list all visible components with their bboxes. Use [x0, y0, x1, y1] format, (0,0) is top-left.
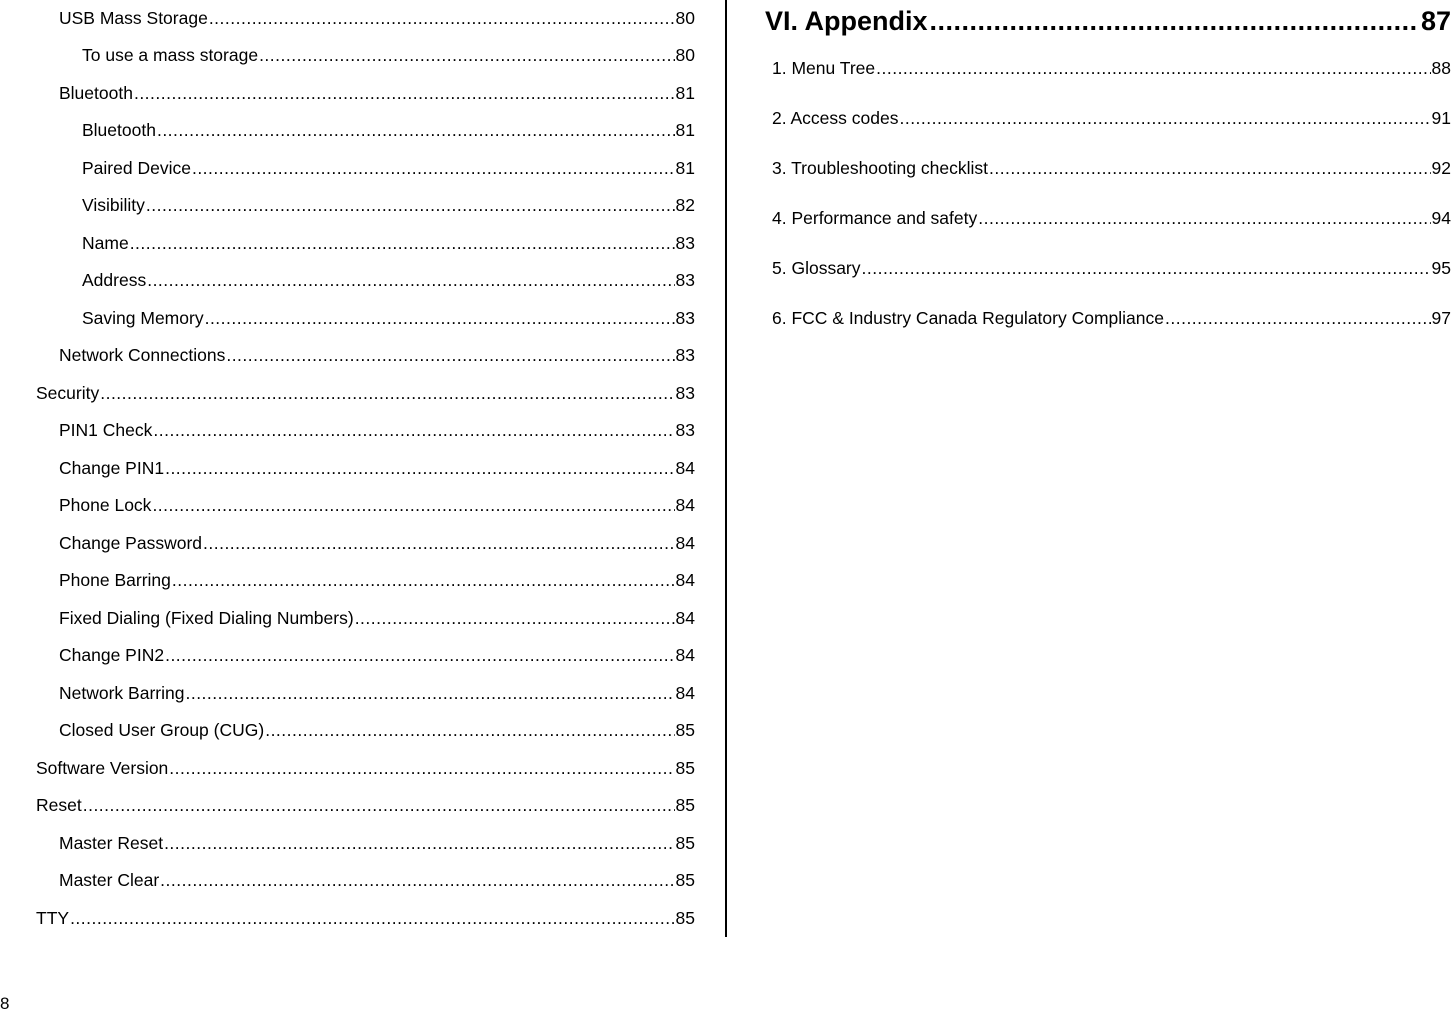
toc-entry-page: 85: [675, 870, 695, 890]
toc-leader-dots: [165, 643, 674, 667]
toc-entry-page: 84: [675, 645, 695, 665]
toc-entry-troubleshooting: [765, 156, 1451, 180]
appendix-heading: [765, 3, 1451, 39]
toc-entry-page: 84: [675, 608, 695, 628]
toc-entry-page: 85: [675, 720, 695, 740]
toc-entry-label: PIN1 Check: [59, 420, 153, 440]
toc-entry-label: Network Barring: [59, 683, 185, 703]
toc-leader-dots: [160, 868, 674, 892]
toc-entry-page: 91: [1431, 108, 1451, 128]
toc-entry-page: 83: [675, 270, 695, 290]
toc-entry-change-password: [0, 531, 695, 555]
toc-entry-page: 85: [675, 833, 695, 853]
toc-entry-page: 88: [1431, 58, 1451, 78]
toc-entry-label: Phone Barring: [59, 570, 171, 590]
toc-leader-dots: [203, 531, 675, 555]
toc-entry-page: 83: [675, 233, 695, 253]
toc-entry-name: [0, 231, 695, 255]
toc-entry-label: Change PIN1: [59, 458, 165, 478]
toc-leader-dots: [152, 493, 674, 517]
toc-entry-label: TTY: [36, 908, 70, 928]
toc-entry-bluetooth-sub: [0, 118, 695, 142]
toc-entry-page: 80: [675, 45, 695, 65]
toc-entry-label: Phone Lock: [59, 495, 152, 515]
toc-entry-software-version: [0, 756, 695, 780]
toc-entry-to-use-mass-storage: [0, 43, 695, 67]
toc-entry-label: Master Clear: [59, 870, 160, 890]
toc-entry-page: 83: [675, 420, 695, 440]
toc-leader-dots: [164, 831, 674, 855]
toc-entry-label: To use a mass storage: [82, 45, 259, 65]
toc-entry-label: Change PIN2: [59, 645, 165, 665]
toc-leader-dots: [70, 906, 674, 930]
toc-entry-usb-mass-storage: [0, 6, 695, 30]
toc-leader-dots: [192, 156, 675, 180]
toc-entry-master-reset: [0, 831, 695, 855]
heading-leader-dots: [930, 3, 1419, 39]
toc-entry-label: Master Reset: [59, 833, 164, 853]
toc-entry-label: Address: [82, 270, 147, 290]
toc-entry-network-barring: [0, 681, 695, 705]
toc-entry-fixed-dialing: [0, 606, 695, 630]
toc-entry-paired-device: [0, 156, 695, 180]
toc-entry-security: [0, 381, 695, 405]
toc-leader-dots: [83, 793, 675, 817]
toc-leader-dots: [130, 231, 675, 255]
heading-label: VI. Appendix: [765, 6, 928, 36]
toc-entry-label: Bluetooth: [59, 83, 133, 103]
toc-entry-tty: [0, 906, 695, 930]
toc-leader-dots: [978, 206, 1430, 230]
toc-entry-page: 80: [675, 8, 695, 28]
toc-entry-label: Software Version: [36, 758, 169, 778]
toc-leader-dots: [209, 6, 675, 30]
toc-entry-page: 85: [675, 908, 695, 928]
toc-entry-closed-user-group: [0, 718, 695, 742]
toc-entry-page: 85: [675, 758, 695, 778]
toc-entry-reset: [0, 793, 695, 817]
toc-entry-label: Name: [82, 233, 129, 253]
toc-entry-page: 82: [675, 195, 695, 215]
heading-page: 87: [1420, 6, 1451, 36]
footer-page-number: 8: [0, 994, 10, 1013]
toc-entry-page: 84: [675, 495, 695, 515]
toc-leader-dots: [153, 418, 674, 442]
toc-entry-address: [0, 268, 695, 292]
toc-entry-label: 2. Access codes: [772, 108, 899, 128]
toc-entry-page: 81: [675, 83, 695, 103]
toc-leader-dots: [134, 81, 675, 105]
toc-entry-bluetooth: [0, 81, 695, 105]
toc-entry-label: 6. FCC & Industry Canada Regulatory Compliance: [772, 308, 1164, 328]
toc-entry-label: Fixed Dialing (Fixed Dialing Numbers): [59, 608, 354, 628]
toc-entry-page: 94: [1431, 208, 1451, 228]
toc-entry-label: 4. Performance and safety: [772, 208, 978, 228]
toc-entry-page: 85: [675, 795, 695, 815]
toc-entry-menu-tree: [765, 56, 1451, 80]
toc-leader-dots: [899, 106, 1430, 130]
toc-leader-dots: [172, 568, 675, 592]
toc-entry-page: 97: [1431, 308, 1451, 328]
toc-entry-page: 95: [1431, 258, 1451, 278]
toc-entry-change-pin2: [0, 643, 695, 667]
toc-entry-label: Reset: [36, 795, 82, 815]
toc-leader-dots: [1165, 306, 1431, 330]
toc-leader-dots: [100, 381, 674, 405]
toc-leader-dots: [355, 606, 675, 630]
toc-leader-dots: [205, 306, 675, 330]
toc-entry-label: 3. Troubleshooting checklist: [772, 158, 988, 178]
toc-entry-page: 84: [675, 458, 695, 478]
toc-leader-dots: [157, 118, 675, 142]
toc-leader-dots: [146, 193, 675, 217]
toc-leader-dots: [259, 43, 674, 67]
toc-entry-page: 92: [1431, 158, 1451, 178]
toc-entry-label: Change Password: [59, 533, 202, 553]
toc-entry-page: 84: [675, 683, 695, 703]
toc-leader-dots: [265, 718, 674, 742]
toc-entry-network-connections: [0, 343, 695, 367]
toc-entry-page: 83: [675, 345, 695, 365]
toc-entry-label: Bluetooth: [82, 120, 156, 140]
toc-leader-dots: [169, 756, 674, 780]
toc-entry-label: Network Connections: [59, 345, 226, 365]
toc-entry-visibility: [0, 193, 695, 217]
toc-leader-dots: [185, 681, 674, 705]
toc-entry-label: USB Mass Storage: [59, 8, 208, 28]
toc-leader-dots: [862, 256, 1431, 280]
toc-entry-glossary: [765, 256, 1451, 280]
toc-leader-dots: [226, 343, 674, 367]
toc-leader-dots: [876, 56, 1430, 80]
toc-entry-change-pin1: [0, 456, 695, 480]
toc-entry-label: Closed User Group (CUG): [59, 720, 265, 740]
toc-entry-page: 81: [675, 120, 695, 140]
toc-entry-phone-barring: [0, 568, 695, 592]
toc-entry-saving-memory: [0, 306, 695, 330]
toc-leader-dots: [147, 268, 674, 292]
toc-entry-page: 83: [675, 308, 695, 328]
toc-entry-page: 81: [675, 158, 695, 178]
toc-entry-label: 5. Glossary: [772, 258, 861, 278]
toc-entry-master-clear: [0, 868, 695, 892]
toc-entry-access-codes: [765, 106, 1451, 130]
toc-entry-phone-lock: [0, 493, 695, 517]
toc-entry-label: Visibility: [82, 195, 145, 215]
toc-entry-label: Saving Memory: [82, 308, 204, 328]
toc-entry-label: Paired Device: [82, 158, 191, 178]
toc-entry-label: 1. Menu Tree: [772, 58, 876, 78]
toc-entry-pin1-check: [0, 418, 695, 442]
toc-entry-fcc-compliance: [765, 306, 1451, 330]
toc-entry-page: 83: [675, 383, 695, 403]
column-divider: [725, 0, 727, 937]
toc-right-column: [765, 0, 1451, 340]
toc-entry-performance-safety: [765, 206, 1451, 230]
toc-leader-dots: [165, 456, 674, 480]
toc-entry-page: 84: [675, 533, 695, 553]
toc-leader-dots: [989, 156, 1431, 180]
toc-entry-label: Security: [36, 383, 100, 403]
toc-entry-page: 84: [675, 570, 695, 590]
